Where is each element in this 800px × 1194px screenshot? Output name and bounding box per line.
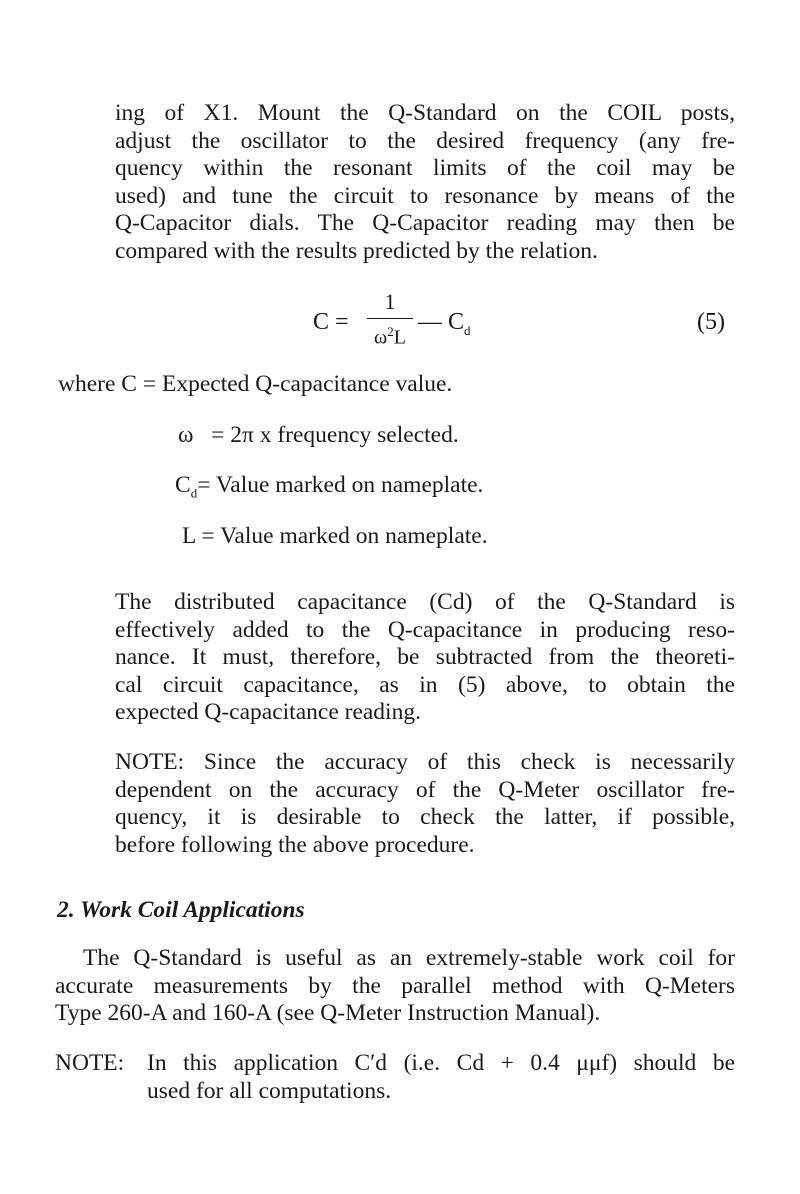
exponent: 2 [387, 324, 394, 339]
text-line: Type 260-A and 160-A (see Q-Meter Instruction Manual). [55, 1000, 601, 1027]
equation-fraction [367, 290, 413, 349]
text-line: effectively added to the Q-capacitance in producing reso- [115, 616, 735, 643]
equation-5 [0, 290, 800, 360]
fraction-denominator [367, 321, 413, 349]
text-line: before following the above procedure. [115, 831, 475, 858]
definition-cd [175, 472, 483, 502]
rhs-subscript: d [464, 322, 471, 338]
text-line: The distributed capacitance (Cd) of the Q-Standard is [115, 589, 735, 615]
definition-symbol: L [182, 523, 196, 549]
definition-text: = 2π x frequency selected. [211, 422, 459, 448]
equation-rhs [418, 309, 471, 339]
definition-text: = Value marked on nameplate. [201, 523, 488, 549]
rhs-term: — C [418, 309, 465, 335]
paragraph-distributed-capacitance [115, 589, 735, 727]
text-line: The Q-Standard is useful as an extremely-stable work coil for [83, 945, 735, 971]
text-line: expected Q-capacitance reading. [115, 699, 421, 726]
text-line: dependent on the accuracy of the Q-Meter oscillator fre- [115, 776, 735, 803]
definition-symbol: where C [58, 371, 137, 397]
section-heading: 2. Work Coil Applications [57, 897, 305, 923]
definition-text: = Value marked on nameplate. [197, 472, 484, 498]
fraction-numerator: 1 [384, 289, 396, 314]
equation-number: (5) [697, 309, 725, 335]
definition-symbol: C [175, 472, 191, 498]
equation-lhs: C = [313, 309, 349, 335]
definition-subscript: d [190, 485, 198, 501]
text-line: accurate measurements by the parallel method with Q-Meters [55, 972, 735, 999]
definition-l [182, 523, 488, 550]
text-line: In this application C′d (i.e. Cd + 0.4 μμf) should be [147, 1050, 735, 1076]
text-line: quency, it is desirable to check the latter, if possible, [115, 804, 735, 831]
omega-symbol: ω [374, 326, 388, 349]
paragraph-q-standard-procedure [115, 100, 735, 266]
paragraph-work-coil [55, 945, 735, 1028]
text-line: NOTE: Since the accuracy of this check is necessarily [115, 749, 735, 775]
fraction-bar [367, 318, 413, 319]
text-line: ing of X1. Mount the Q-Standard on the COIL posts, [115, 100, 735, 126]
text-line: adjust the oscillator to the desired frequency (any fre- [115, 127, 735, 154]
text-line: used for all computations. [147, 1077, 392, 1104]
text-line: cal circuit capacitance, as in (5) above, to obtain the [115, 671, 735, 698]
text-line: nance. It must, therefore, be subtracted from the theoreti- [115, 644, 735, 671]
note-accuracy [115, 749, 735, 859]
inductance-symbol: L [393, 326, 406, 349]
text-line: Q-Capacitor dials. The Q-Capacitor reading may then be [115, 210, 735, 237]
note-label: NOTE: [55, 1050, 125, 1076]
definition-symbol: ω [178, 422, 194, 448]
definition-text: = Expected Q-capacitance value. [142, 371, 453, 397]
text-line: compared with the results predicted by the relation. [115, 237, 598, 264]
text-line: quency within the resonant limits of the coil may be [115, 155, 735, 182]
text-line: used) and tune the circuit to resonance by means of the [115, 182, 735, 209]
definition-c [58, 371, 452, 398]
definition-omega [178, 422, 459, 449]
